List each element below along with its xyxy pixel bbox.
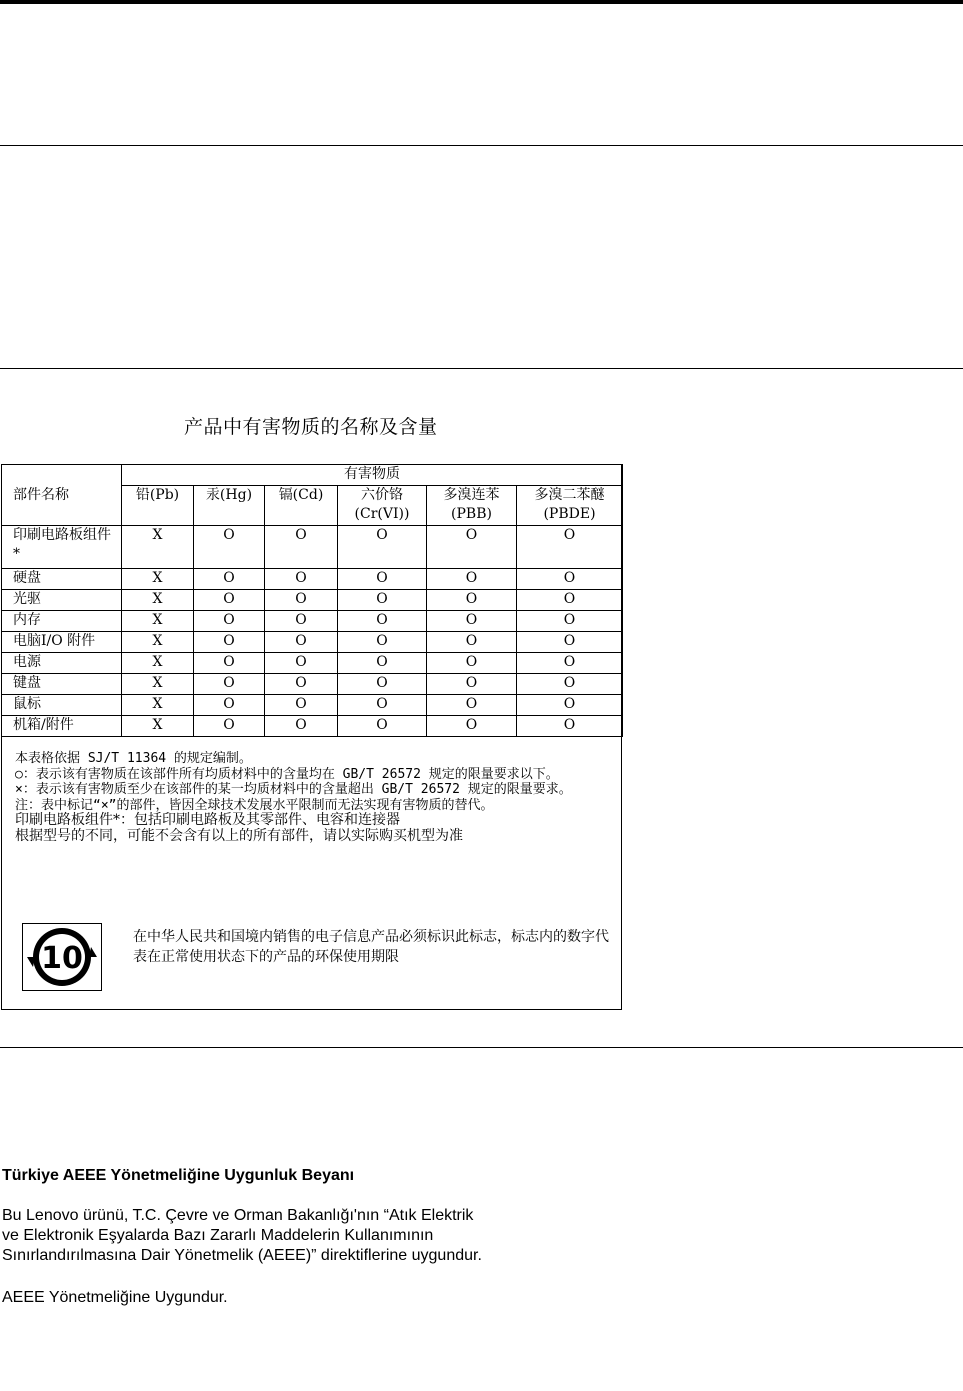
environmental-protection-period-logo: [22, 923, 102, 991]
substance-value-cell: O: [517, 632, 623, 653]
substance-value-cell: O: [194, 611, 265, 632]
divider-rule-2: [0, 368, 963, 369]
substance-name: 多溴连苯: [443, 487, 500, 503]
table-row: [2, 526, 623, 569]
substance-value-cell: O: [265, 611, 338, 632]
substance-value-cell: O: [338, 632, 427, 653]
hazard-table-box: [1, 464, 622, 1010]
substance-name: 六价铬: [361, 487, 403, 503]
substance-value-cell: O: [265, 653, 338, 674]
table-note: 本表格依据 SJ/T 11364 的规定编制。: [15, 751, 252, 766]
substance-value-cell: X: [122, 611, 194, 632]
table-row: [2, 716, 623, 737]
substance-value-cell: O: [427, 716, 517, 737]
substance-value-cell: O: [427, 569, 517, 590]
substance-value-cell: X: [122, 695, 194, 716]
table-row: [2, 590, 623, 611]
substance-value-cell: O: [517, 674, 623, 695]
substance-value-cell: O: [338, 716, 427, 737]
turkey-conclusion: AEEE Yönetmeliğine Uygundur.: [2, 1289, 228, 1306]
substance-value-cell: O: [265, 632, 338, 653]
table-row: [2, 674, 623, 695]
substance-value-cell: O: [427, 611, 517, 632]
substance-name: 镉(Cd): [278, 487, 324, 503]
substance-value-cell: O: [265, 526, 338, 569]
substance-value-cell: O: [338, 611, 427, 632]
substance-value-cell: O: [427, 695, 517, 716]
table-row: [2, 632, 623, 653]
substance-value-cell: O: [194, 569, 265, 590]
substance-value-cell: X: [122, 526, 194, 569]
substance-value-cell: X: [122, 590, 194, 611]
part-name-cell: 电脑I/O 附件: [2, 632, 122, 653]
substance-name: 汞(Hg): [205, 487, 253, 503]
substance-value-cell: O: [194, 526, 265, 569]
substance-value-cell: O: [194, 695, 265, 716]
table-note: 根据型号的不同，可能不会含有以上的所有部件，请以实际购买机型为准: [15, 827, 463, 844]
table-note: 注：表中标记“×”的部件，皆因全球技术发展水平限制而无法实现有害物质的替代。: [15, 797, 494, 813]
substance-value-cell: O: [194, 632, 265, 653]
part-name-cell: 键盘: [2, 674, 122, 695]
substance-value-cell: O: [265, 569, 338, 590]
substance-value-cell: O: [517, 569, 623, 590]
table-note: ×：表示该有害物质至少在该部件的某一均质材料中的含量超出 GB/T 26572 规定的限量要求。: [15, 782, 572, 797]
substance-value-cell: O: [194, 653, 265, 674]
substance-value-cell: X: [122, 716, 194, 737]
substance-value-cell: X: [122, 569, 194, 590]
epup-10-icon: [23, 924, 101, 990]
turkey-paragraph-line: ve Elektronik Eşyalarda Bazı Zararlı Maddelerin Kullanımının: [2, 1227, 434, 1244]
turkey-aeee-section: [2, 1166, 622, 1308]
table-note: 印刷电路板组件*：包括印刷电路板及其零部件、电容和连接器: [15, 812, 400, 828]
part-name-cell: 鼠标: [2, 695, 122, 716]
substance-symbol: (PBB): [451, 506, 492, 522]
table-row: [2, 611, 623, 632]
substance-header: [265, 486, 338, 526]
substance-value-cell: O: [338, 569, 427, 590]
substance-value-cell: O: [427, 653, 517, 674]
turkey-paragraph-line: Bu Lenovo ürünü, T.C. Çevre ve Orman Bakanlığı'nın “Atık Elektrik: [2, 1207, 474, 1224]
substance-header: [122, 486, 194, 526]
logo-explanation: 在中华人民共和国境内销售的电子信息产品必须标识此标志，标志内的数字代表在正常使用状态下的产品的环保使用期限: [133, 929, 609, 965]
divider-rule-3: [0, 1047, 963, 1048]
substance-value-cell: X: [122, 632, 194, 653]
table-row: [2, 695, 623, 716]
substance-value-cell: O: [265, 716, 338, 737]
substance-value-cell: O: [427, 526, 517, 569]
substance-value-cell: O: [517, 611, 623, 632]
substance-value-cell: O: [338, 653, 427, 674]
table-note: ○：表示该有害物质在该部件所有均质材料中的含量均在 GB/T 26572 规定的限量要求以下。: [15, 766, 559, 782]
substance-value-cell: O: [427, 590, 517, 611]
part-name-cell: 硬盘: [2, 569, 122, 590]
part-name-cell: 印刷电路板组件*: [2, 526, 122, 569]
divider-rule-1: [0, 145, 963, 146]
substance-symbol: (PBDE): [543, 506, 596, 522]
substance-value-cell: O: [338, 590, 427, 611]
part-name-cell: 内存: [2, 611, 122, 632]
substance-value-cell: O: [517, 526, 623, 569]
part-name-cell: 电源: [2, 653, 122, 674]
substance-header: [427, 486, 517, 526]
turkey-title: Türkiye AEEE Yönetmeliğine Uygunluk Beyanı: [2, 1167, 355, 1184]
substance-value-cell: O: [194, 716, 265, 737]
substance-value-cell: X: [122, 674, 194, 695]
substance-value-cell: O: [194, 590, 265, 611]
substance-value-cell: O: [517, 653, 623, 674]
substance-value-cell: O: [427, 674, 517, 695]
substance-value-cell: O: [427, 632, 517, 653]
table-title: 产品中有害物质的名称及含量: [184, 416, 438, 438]
part-name-cell: 光驱: [2, 590, 122, 611]
substance-header: [517, 486, 623, 526]
substance-value-cell: O: [265, 590, 338, 611]
substance-value-cell: O: [194, 674, 265, 695]
hazard-group-header: 有害物质: [122, 465, 623, 486]
substance-name: 多溴二苯醚: [534, 487, 605, 503]
substance-value-cell: O: [517, 716, 623, 737]
top-rule: [0, 0, 963, 4]
part-name-header: 部件名称: [2, 465, 122, 526]
substance-value-cell: O: [265, 695, 338, 716]
hazard-table: [1, 464, 623, 737]
substance-value-cell: X: [122, 653, 194, 674]
table-notes: [15, 751, 615, 844]
table-row: [2, 653, 623, 674]
table-row: [2, 569, 623, 590]
substance-value-cell: O: [338, 526, 427, 569]
substance-name: 铅(Pb): [135, 487, 180, 503]
substance-header: [194, 486, 265, 526]
turkey-paragraph-line: Sınırlandırılmasına Dair Yönetmelik (AEEE)” direktiflerine uygundur.: [2, 1247, 482, 1264]
substance-value-cell: O: [517, 590, 623, 611]
substance-header: [338, 486, 427, 526]
substance-symbol: (Cr(VI)): [354, 506, 410, 522]
substance-value-cell: O: [338, 695, 427, 716]
substance-value-cell: O: [517, 695, 623, 716]
part-name-cell: 机箱/附件: [2, 716, 122, 737]
substance-value-cell: O: [338, 674, 427, 695]
substance-value-cell: O: [265, 674, 338, 695]
svg-text:10: 10: [41, 941, 83, 976]
